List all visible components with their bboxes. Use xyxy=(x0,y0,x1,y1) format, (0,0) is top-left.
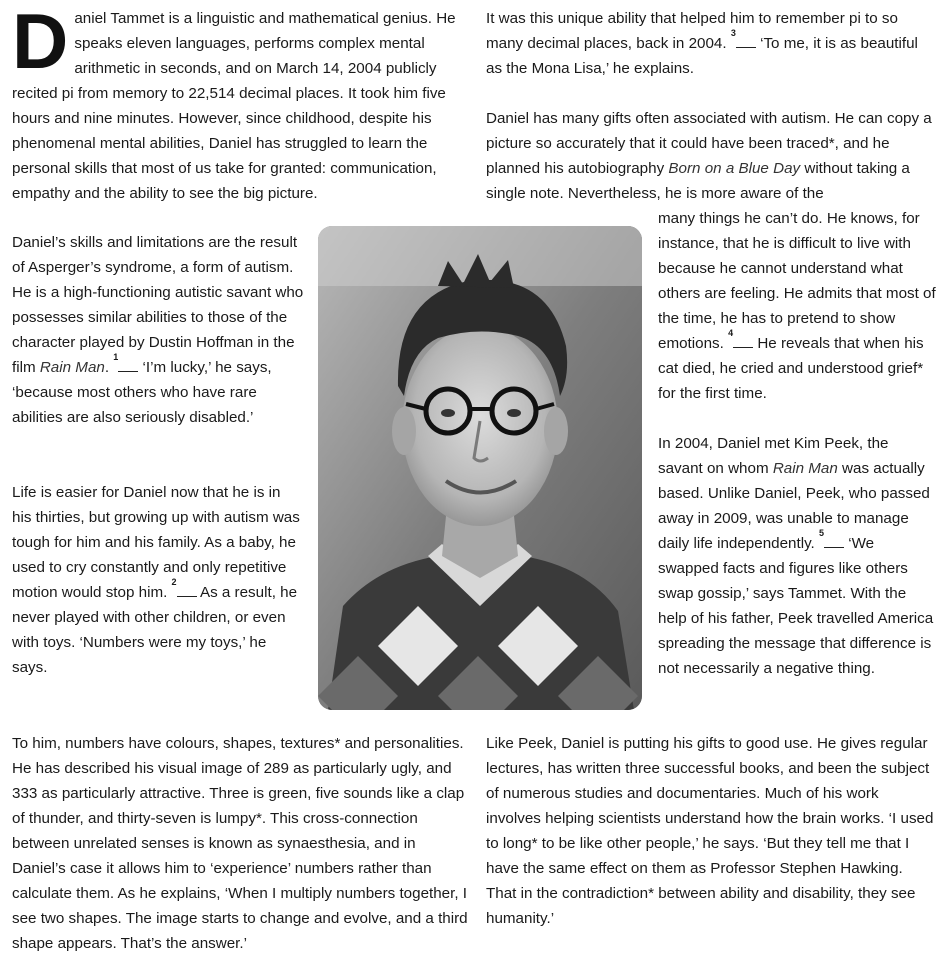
gap-blank-5[interactable] xyxy=(824,533,844,548)
gifts-text-d: He reveals that when his cat died, he cried and understood grief* for the first time. xyxy=(658,335,924,402)
asperger-text-b: . xyxy=(104,359,114,376)
gap-number-5: 5 xyxy=(818,528,824,538)
gifts-text-c: many things he can’t do. He knows, for instance, that he is difficult to live with because he cannot understand what others are feeling. He admits that most of the time, he has to pretend to show emotions. xyxy=(658,210,936,352)
portrait-photo xyxy=(318,226,642,710)
gifts-paragraph xyxy=(486,106,934,206)
film-title-2: Rain Man xyxy=(772,460,838,477)
peek-text-b: was actually based. Unlike Daniel, Peek, who passed away in 2009, was unable to manage daily life independently. xyxy=(658,460,930,552)
drop-cap: D xyxy=(12,0,69,85)
gap-blank-4[interactable] xyxy=(733,333,753,348)
portrait-illustration xyxy=(318,226,642,710)
gap-blank-2[interactable] xyxy=(177,582,197,597)
gifts-text: Daniel has many gifts often associated with autism. He can copy a picture so accurately that it could have been traced*, and he planned his autobiography xyxy=(486,110,932,177)
film-title: Rain Man xyxy=(39,359,105,376)
gifts-use-paragraph xyxy=(486,731,936,931)
gifts-use-text: Like Peek, Daniel is putting his gifts to good use. He gives regular lectures, has written three successful books, and been the subject of numerous studies and documentaries. Much of his work involves helping scientists understand how the brain works. ‘I used to long* to be like other people,’ he says. ‘But they tell me that I have the same effect on them as Professor Stephen Hawking. That in the contradiction* between ability and disability, they see humanity.’ xyxy=(486,735,934,927)
peek-text: In 2004, Daniel met Kim Peek, the savant on whom xyxy=(658,435,889,477)
gap-number-3: 3 xyxy=(730,28,736,38)
gifts-paragraph-continued xyxy=(658,206,936,406)
numbers-text: To him, numbers have colours, shapes, textures* and personalities. He has described his visual image of 289 as particularly ugly, and 333 as particularly attractive. Three is green, five sounds like a clap of thunder, and thirty-seven is lumpy*. This cross-connection between unrelated senses is known as synaesthesia, and in Daniel’s case it allows him to ‘experience’ numbers rather than calculate them. As he explains, ‘When I multiply numbers together, I see two shapes. The image starts to change and evolve, and a third shape appears. That’s the answer.’ xyxy=(12,735,468,952)
pi-paragraph xyxy=(486,6,934,81)
intro-paragraph xyxy=(12,0,474,206)
childhood-paragraph xyxy=(12,480,304,680)
gap-number-1: 1 xyxy=(113,352,119,362)
pi-text-b: ‘To me, it is as beautiful as the Mona Lisa,’ he explains. xyxy=(486,35,918,77)
numbers-paragraph xyxy=(12,731,472,956)
pi-text: It was this unique ability that helped him to remember pi to so many decimal places, back in 2004. xyxy=(486,10,898,52)
gifts-text-b: without taking a single note. Nevertheless, he is more aware of the xyxy=(486,160,910,202)
book-title: Born on a Blue Day xyxy=(668,160,801,177)
kim-peek-paragraph xyxy=(658,431,936,681)
childhood-text: Life is easier for Daniel now that he is in his thirties, but growing up with autism was tough for him and his family. As a baby, he used to cry constantly and only repetitive motion would stop him. xyxy=(12,484,300,601)
gap-number-2: 2 xyxy=(171,577,177,587)
asperger-paragraph xyxy=(12,230,304,430)
peek-text-c: ‘We swapped facts and figures like others swap gossip,’ says Tammet. With the help of his father, Peek travelled America spreading the message that difference is not necessarily a negative thing. xyxy=(658,535,934,677)
childhood-text-b: As a result, he never played with other children, or even with toys. ‘Numbers were my toys,’ he says. xyxy=(12,584,298,676)
gap-blank-3[interactable] xyxy=(736,33,756,48)
gap-number-4: 4 xyxy=(728,328,734,338)
asperger-text-c: ‘I’m lucky,’ he says, ‘because most others who have rare abilities are also seriously disabled.’ xyxy=(12,359,272,426)
asperger-text: Daniel’s skills and limitations are the result of Asperger’s syndrome, a form of autism. He is a high-functioning autistic savant who possesses similar abilities to those of the character played by Dustin Hoffman in the film xyxy=(12,234,304,376)
gap-blank-1[interactable] xyxy=(118,357,138,372)
intro-text: aniel Tammet is a linguistic and mathematical genius. He speaks eleven languages, performs complex mental arithmetic in seconds, and on March 14, 2004 publicly recited pi from memory to 22,514 decimal places. It took him five hours and nine minutes. However, since childhood, despite his phenomenal mental abilities, Daniel has struggled to learn the personal skills that most of us take for granted: communication, empathy and the ability to see the big picture. xyxy=(12,10,456,202)
